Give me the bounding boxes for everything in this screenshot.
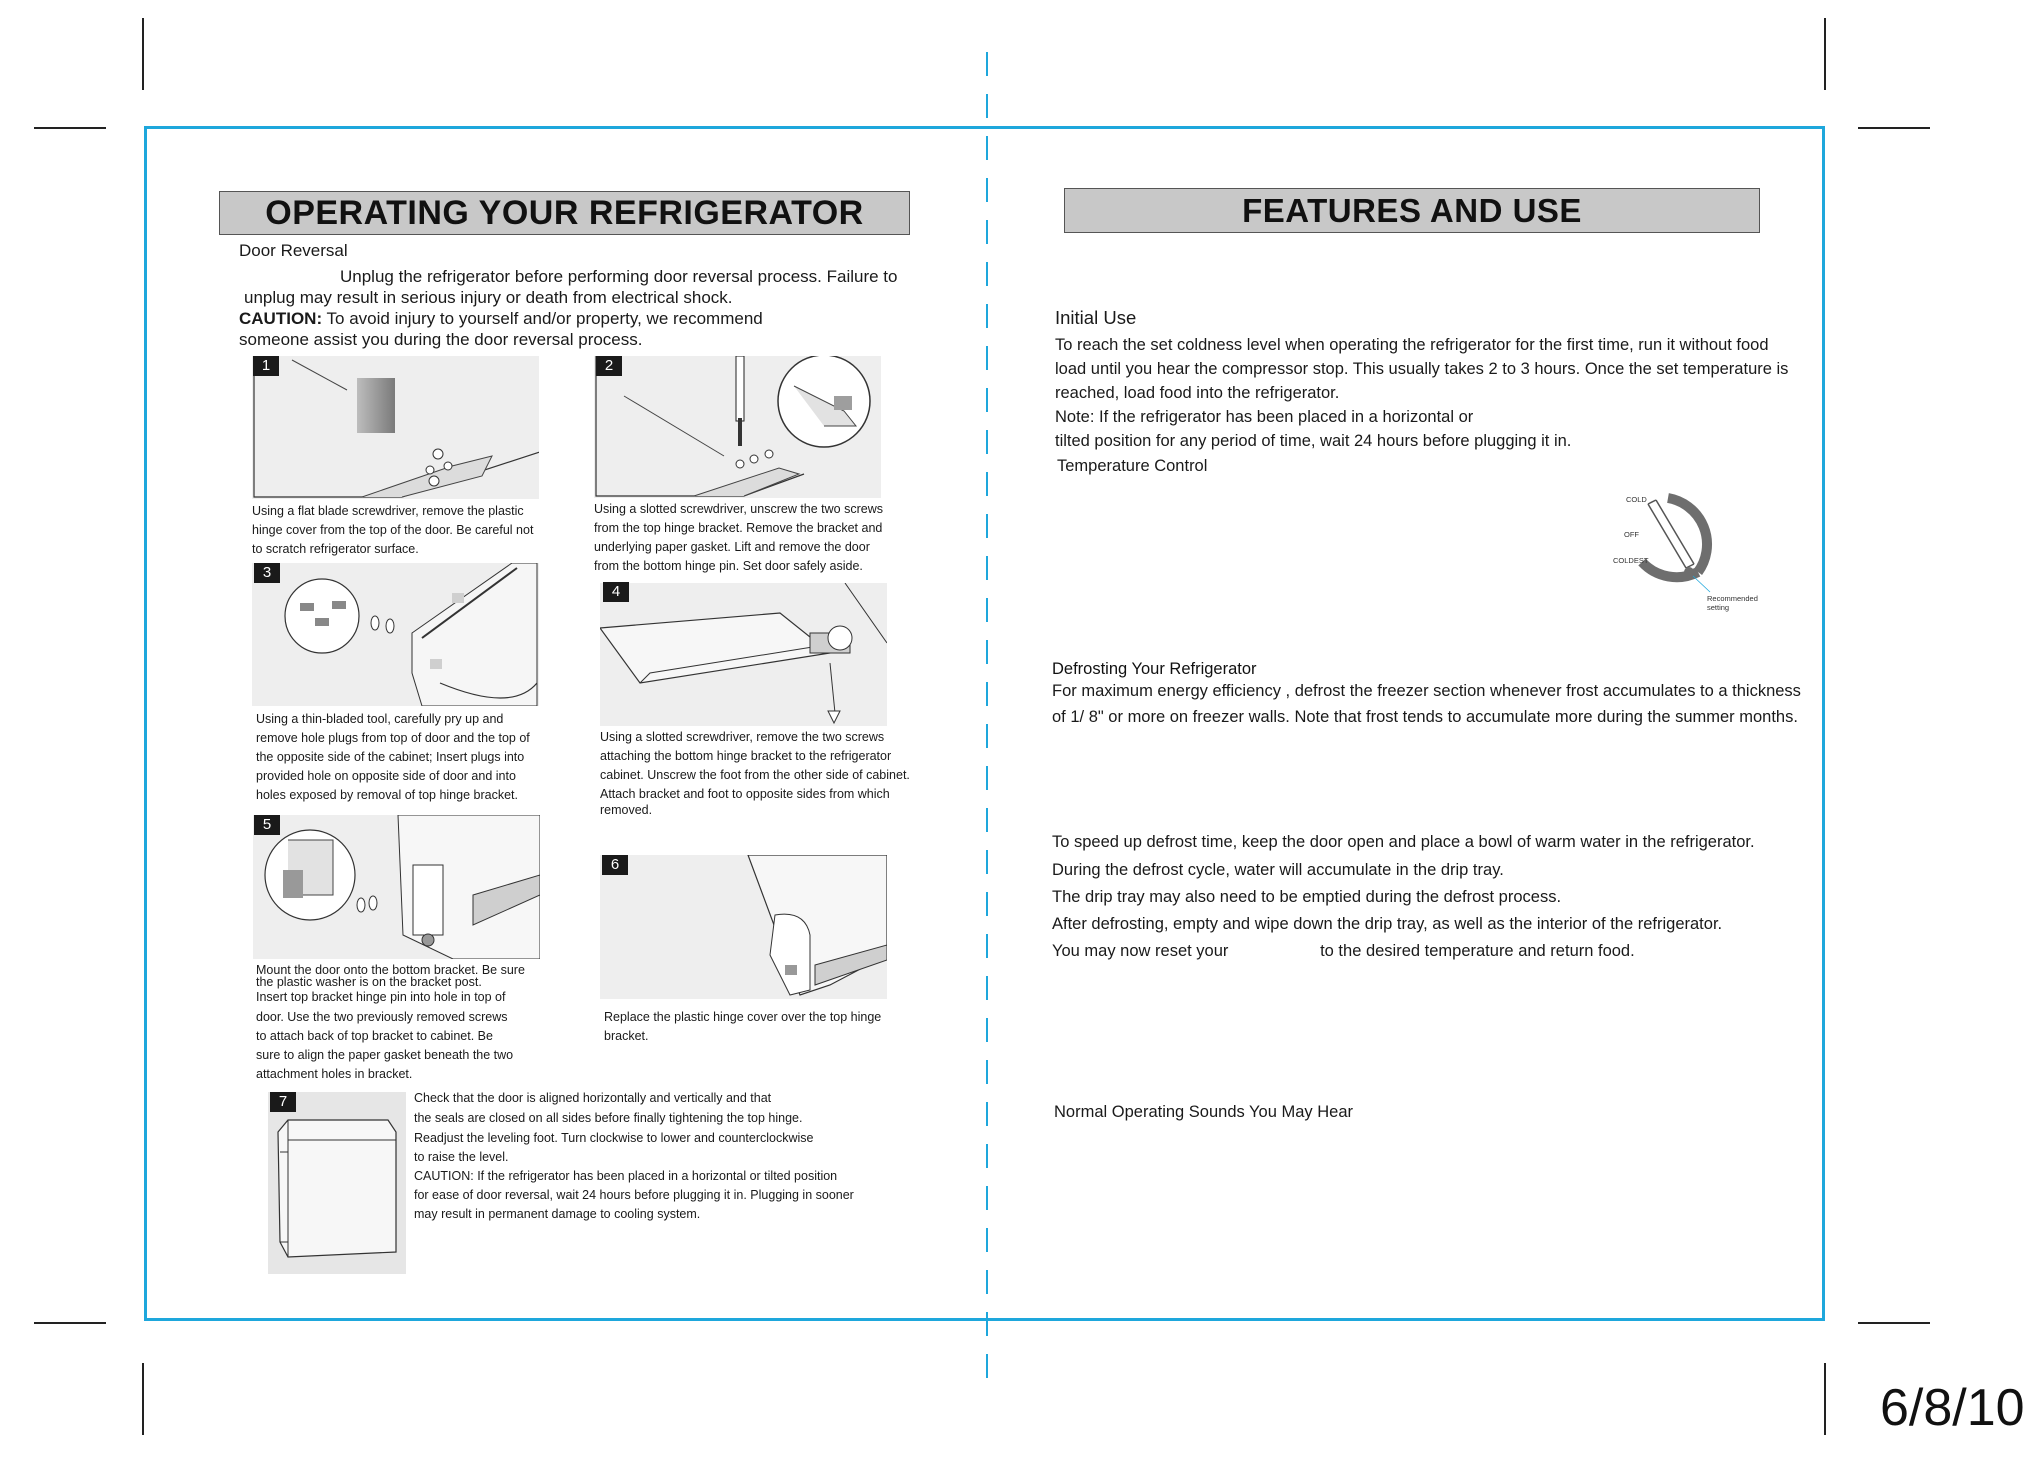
step-4-text-5: removed. bbox=[600, 803, 653, 817]
step-4-text-2: attaching the bottom hinge bracket to the refrigerator bbox=[600, 749, 892, 763]
fold-dash bbox=[986, 472, 988, 496]
fold-dash bbox=[986, 388, 988, 412]
intro-line-2: unplug may result in serious injury or death from electrical shock. bbox=[244, 288, 733, 307]
initial-use-line-4: Note: If the refrigerator has been placed in a horizontal or bbox=[1055, 408, 1474, 426]
step-5-text-3: Insert top bracket hinge pin into hole in top of bbox=[256, 990, 506, 1004]
step-4-text-3: cabinet. Unscrew the foot from the other side of cabinet. bbox=[600, 768, 910, 782]
step-7-illustration bbox=[268, 1092, 406, 1274]
step-1-text-3: to scratch refrigerator surface. bbox=[252, 542, 419, 556]
fold-dash bbox=[986, 94, 988, 118]
step-7-text-5: CAUTION: If the refrigerator has been placed in a horizontal or tilted position bbox=[414, 1169, 838, 1183]
step-5-text-1: Mount the door onto the bottom bracket. Be sure bbox=[256, 963, 525, 977]
crop-mark bbox=[1858, 1322, 1930, 1324]
right-heading-text: FEATURES AND USE bbox=[1242, 191, 1582, 229]
step-3-illustration bbox=[252, 563, 539, 706]
step-5-number: 5 bbox=[254, 815, 280, 835]
right-heading bbox=[1064, 188, 1760, 233]
fold-dash bbox=[986, 1270, 988, 1294]
fold-dash bbox=[986, 976, 988, 1000]
step-2-illustration bbox=[594, 356, 881, 498]
crop-mark bbox=[1858, 127, 1930, 129]
dial-label-off: OFF bbox=[1624, 530, 1639, 539]
step-6-text-2: bracket. bbox=[604, 1029, 649, 1043]
intro-line-1: Unplug the refrigerator before performing door reversal process. Failure to bbox=[340, 267, 898, 286]
caution-label: CAUTION: bbox=[239, 309, 323, 328]
crop-mark bbox=[1824, 18, 1826, 90]
step-5-text-7: attachment holes in bracket. bbox=[256, 1067, 413, 1081]
step-3-text-3: the opposite side of the cabinet; Insert plugs into bbox=[256, 750, 525, 764]
step-2-text-2: from the top hinge bracket. Remove the bracket and bbox=[594, 521, 883, 535]
fold-dash bbox=[986, 682, 988, 706]
page-number: 6/8/10 bbox=[1880, 1379, 2025, 1437]
left-heading bbox=[219, 191, 910, 235]
step-2-text-1: Using a slotted screwdriver, unscrew the two screws bbox=[594, 502, 883, 516]
fold-dash bbox=[986, 556, 988, 580]
defrost-step-4: After defrosting, empty and wipe down the drip tray, as well as the interior of the refrigerator. bbox=[1052, 915, 1723, 933]
fold-dash bbox=[986, 220, 988, 244]
step-7-number: 7 bbox=[270, 1092, 296, 1112]
step-6-illustration bbox=[600, 855, 887, 999]
step-4-illustration bbox=[600, 583, 887, 726]
fold-dash bbox=[986, 640, 988, 664]
fold-dash bbox=[986, 1186, 988, 1210]
fold-dash bbox=[986, 52, 988, 76]
defrost-step-2: During the defrost cycle, water will accumulate in the drip tray. bbox=[1052, 861, 1504, 879]
crop-mark bbox=[34, 1322, 106, 1324]
initial-use-line-2: load until you hear the compressor stop. This usually takes 2 to 3 hours. Once the set temperature is bbox=[1055, 360, 1789, 378]
door-reversal-title: Door Reversal bbox=[239, 241, 348, 260]
defrost-line-1: For maximum energy efficiency , defrost the freezer section whenever frost accumulates to a thickness bbox=[1052, 682, 1801, 700]
dial-label-coldest: COLDEST bbox=[1613, 556, 1649, 565]
fold-dash bbox=[986, 262, 988, 286]
fold-dash bbox=[986, 1060, 988, 1084]
step-1-illustration bbox=[252, 356, 539, 499]
step-4-text-4: Attach bracket and foot to opposite sides from which bbox=[600, 787, 890, 801]
step-7-text-1: Check that the door is aligned horizontally and vertically and that bbox=[414, 1091, 772, 1105]
dial-label-setting: setting bbox=[1707, 603, 1730, 612]
step-7-text-3: Readjust the leveling foot. Turn clockwise to lower and counterclockwise bbox=[414, 1131, 814, 1145]
step-5-illustration bbox=[253, 815, 540, 959]
defrost-step-5: You may now reset your to the desired temperature and return food. bbox=[1052, 942, 1635, 960]
fold-dash bbox=[986, 808, 988, 832]
crop-mark bbox=[142, 18, 144, 90]
fold-dash bbox=[986, 892, 988, 916]
initial-use-line-5: tilted position for any period of time, wait 24 hours before plugging it in. bbox=[1055, 432, 1572, 450]
fold-dash bbox=[986, 1312, 988, 1336]
fold-dash bbox=[986, 850, 988, 874]
defrost-step-3: The drip tray may also need to be emptied during the defrost process. bbox=[1052, 888, 1562, 906]
fold-dash bbox=[986, 514, 988, 538]
caution-text: To avoid injury to yourself and/or property, we recommend bbox=[322, 309, 763, 328]
fold-dash bbox=[986, 934, 988, 958]
fold-dash bbox=[986, 178, 988, 202]
dial-label-cold: COLD bbox=[1626, 495, 1647, 504]
initial-use-line-1: To reach the set coldness level when operating the refrigerator for the first time, run it without food bbox=[1055, 336, 1769, 354]
dial-label-recommended: Recommended bbox=[1707, 594, 1758, 603]
fold-dash bbox=[986, 598, 988, 622]
crop-mark bbox=[34, 127, 106, 129]
step-3-text-2: remove hole plugs from top of door and the top of bbox=[256, 731, 530, 745]
fold-dash bbox=[986, 304, 988, 328]
initial-use-line-3: reached, load food into the refrigerator. bbox=[1055, 384, 1340, 402]
defrost-line-2: of 1/ 8" or more on freezer walls. Note that frost tends to accumulate more during the summer months. bbox=[1052, 708, 1798, 726]
step-2-text-4: from the bottom hinge pin. Set door safely aside. bbox=[594, 559, 863, 573]
step-5-text-2: the plastic washer is on the bracket post. bbox=[256, 975, 482, 989]
step-3-text-4: provided hole on opposite side of door and into bbox=[256, 769, 516, 783]
step-3-text-5: holes exposed by removal of top hinge bracket. bbox=[256, 788, 518, 802]
temperature-control-title: Temperature Control bbox=[1057, 457, 1208, 475]
defrost-title: Defrosting Your Refrigerator bbox=[1052, 660, 1257, 678]
fold-dash bbox=[986, 1228, 988, 1252]
step-7-text-4: to raise the level. bbox=[414, 1150, 509, 1164]
step-3-text-1: Using a thin-bladed tool, carefully pry up and bbox=[256, 712, 504, 726]
fold-dash bbox=[986, 1144, 988, 1168]
crop-mark bbox=[1824, 1363, 1826, 1435]
defrost-step-1: To speed up defrost time, keep the door open and place a bowl of warm water in the refrigerator. bbox=[1052, 833, 1755, 851]
step-1-number: 1 bbox=[253, 356, 279, 376]
fold-dash bbox=[986, 346, 988, 370]
step-5-text-4: door. Use the two previously removed screws bbox=[256, 1010, 508, 1024]
step-2-text-3: underlying paper gasket. Lift and remove the door bbox=[594, 540, 870, 554]
step-2-number: 2 bbox=[596, 356, 622, 376]
fold-dash bbox=[986, 1354, 988, 1378]
step-6-number: 6 bbox=[602, 855, 628, 875]
step-7-text-6: for ease of door reversal, wait 24 hours before plugging it in. Plugging in sooner bbox=[414, 1188, 854, 1202]
step-4-text-1: Using a slotted screwdriver, remove the two screws bbox=[600, 730, 885, 744]
crop-mark bbox=[142, 1363, 144, 1435]
normal-sounds-title: Normal Operating Sounds You May Hear bbox=[1054, 1103, 1353, 1121]
step-5-text-5: to attach back of top bracket to cabinet. Be bbox=[256, 1029, 493, 1043]
fold-dash bbox=[986, 766, 988, 790]
fold-dash bbox=[986, 1018, 988, 1042]
step-1-text-2: hinge cover from the top of the door. Be careful not bbox=[252, 523, 534, 537]
caution-line-1 bbox=[239, 308, 763, 329]
fold-dash bbox=[986, 724, 988, 748]
fold-dash bbox=[986, 430, 988, 454]
step-1-text-1: Using a flat blade screwdriver, remove the plastic bbox=[252, 504, 524, 518]
fold-dash bbox=[986, 1102, 988, 1126]
step-7-text-7: may result in permanent damage to cooling system. bbox=[414, 1207, 701, 1221]
step-3-number: 3 bbox=[254, 563, 280, 583]
step-5-text-6: sure to align the paper gasket beneath the two bbox=[256, 1048, 514, 1062]
step-4-number: 4 bbox=[603, 582, 629, 602]
initial-use-title: Initial Use bbox=[1055, 307, 1137, 328]
fold-dash bbox=[986, 136, 988, 160]
caution-line-2: someone assist you during the door reversal process. bbox=[239, 330, 643, 349]
left-heading-text: OPERATING YOUR REFRIGERATOR bbox=[265, 193, 864, 232]
step-7-text-2: the seals are closed on all sides before finally tightening the top hinge. bbox=[414, 1111, 803, 1125]
step-6-text-1: Replace the plastic hinge cover over the top hinge bbox=[604, 1010, 882, 1024]
